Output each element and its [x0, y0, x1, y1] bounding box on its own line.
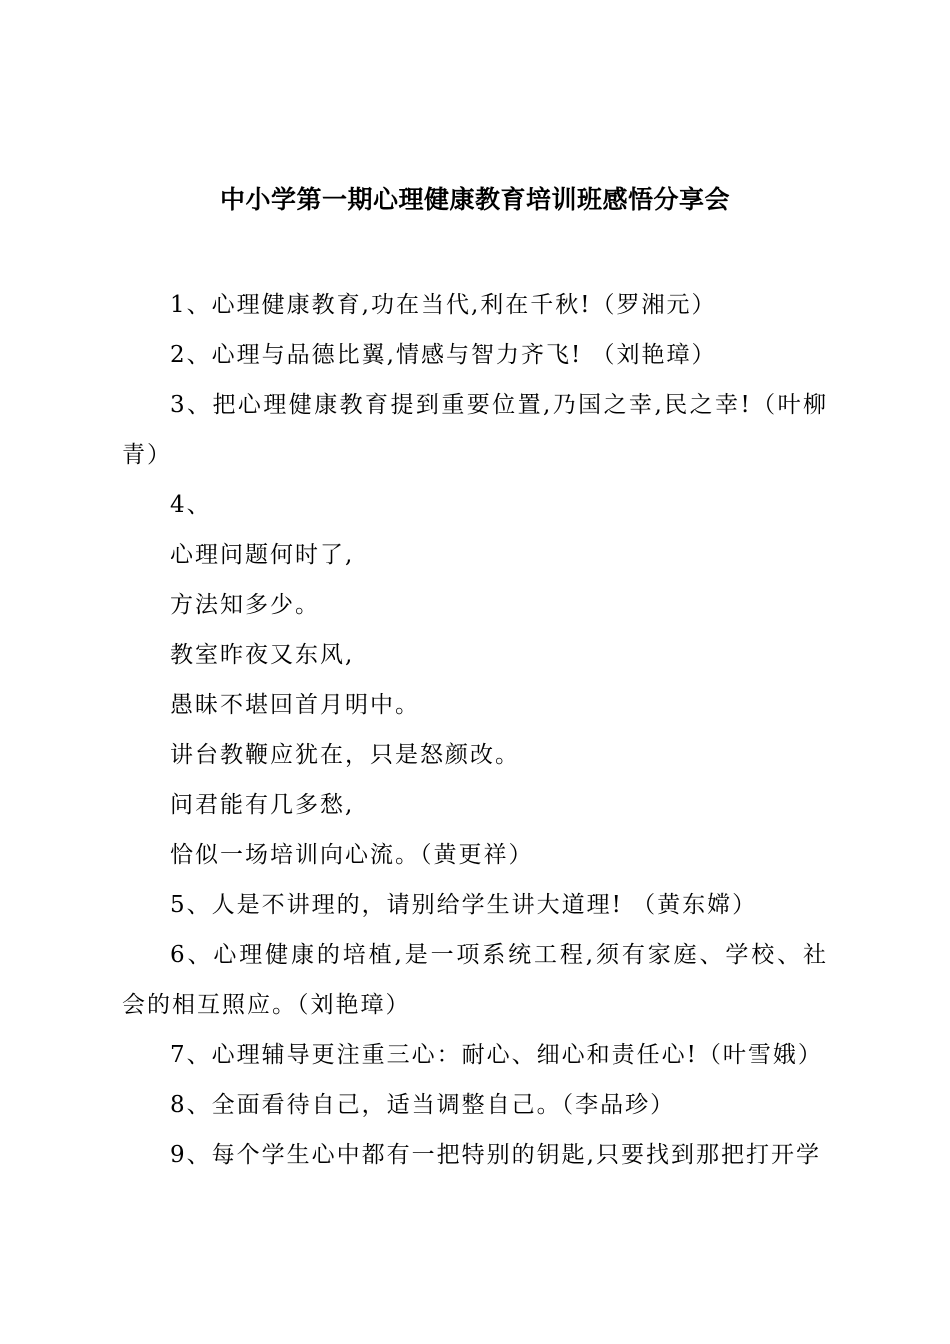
item-7: 7、心理辅导更注重三心：耐心、细心和责任心!（叶雪娥） — [170, 1042, 823, 1068]
poem-line-6: 问君能有几多愁, — [170, 792, 355, 818]
item-1: 1、心理健康教育,功在当代,利在千秋!（罗湘元） — [170, 292, 717, 318]
poem-line-5: 讲台教鞭应犹在，只是怒颜改。 — [170, 742, 520, 768]
poem-line-4: 愚昧不堪回首月明中。 — [170, 692, 420, 718]
document-title: 中小学第一期心理健康教育培训班感悟分享会 — [219, 185, 730, 214]
item-4-number: 4、 — [170, 492, 212, 518]
poem-line-7: 恰似一场培训向心流。（黄更祥） — [170, 842, 534, 868]
poem-line-1: 心理问题何时了, — [170, 542, 355, 568]
item-3: 3、把心理健康教育提到重要位置,乃国之幸,民之幸!（叶柳青） — [122, 392, 828, 468]
item-6: 6、心理健康的培植,是一项系统工程,须有家庭、学校、社会的相互照应。（刘艳璋） — [122, 942, 828, 1018]
item-9: 9、每个学生心中都有一把特别的钥匙,只要找到那把打开学 — [170, 1142, 821, 1168]
document-body — [122, 280, 828, 1180]
item-8: 8、全面看待自己，适当调整自己。（李品珍） — [170, 1092, 676, 1118]
item-5: 5、人是不讲理的，请别给学生讲大道理! （黄东嫦） — [170, 892, 758, 918]
poem-line-2: 方法知多少。 — [170, 592, 320, 618]
poem-line-3: 教室昨夜又东风, — [170, 642, 355, 668]
item-2: 2、心理与品德比翼,情感与智力齐飞! （刘艳璋） — [170, 342, 717, 368]
